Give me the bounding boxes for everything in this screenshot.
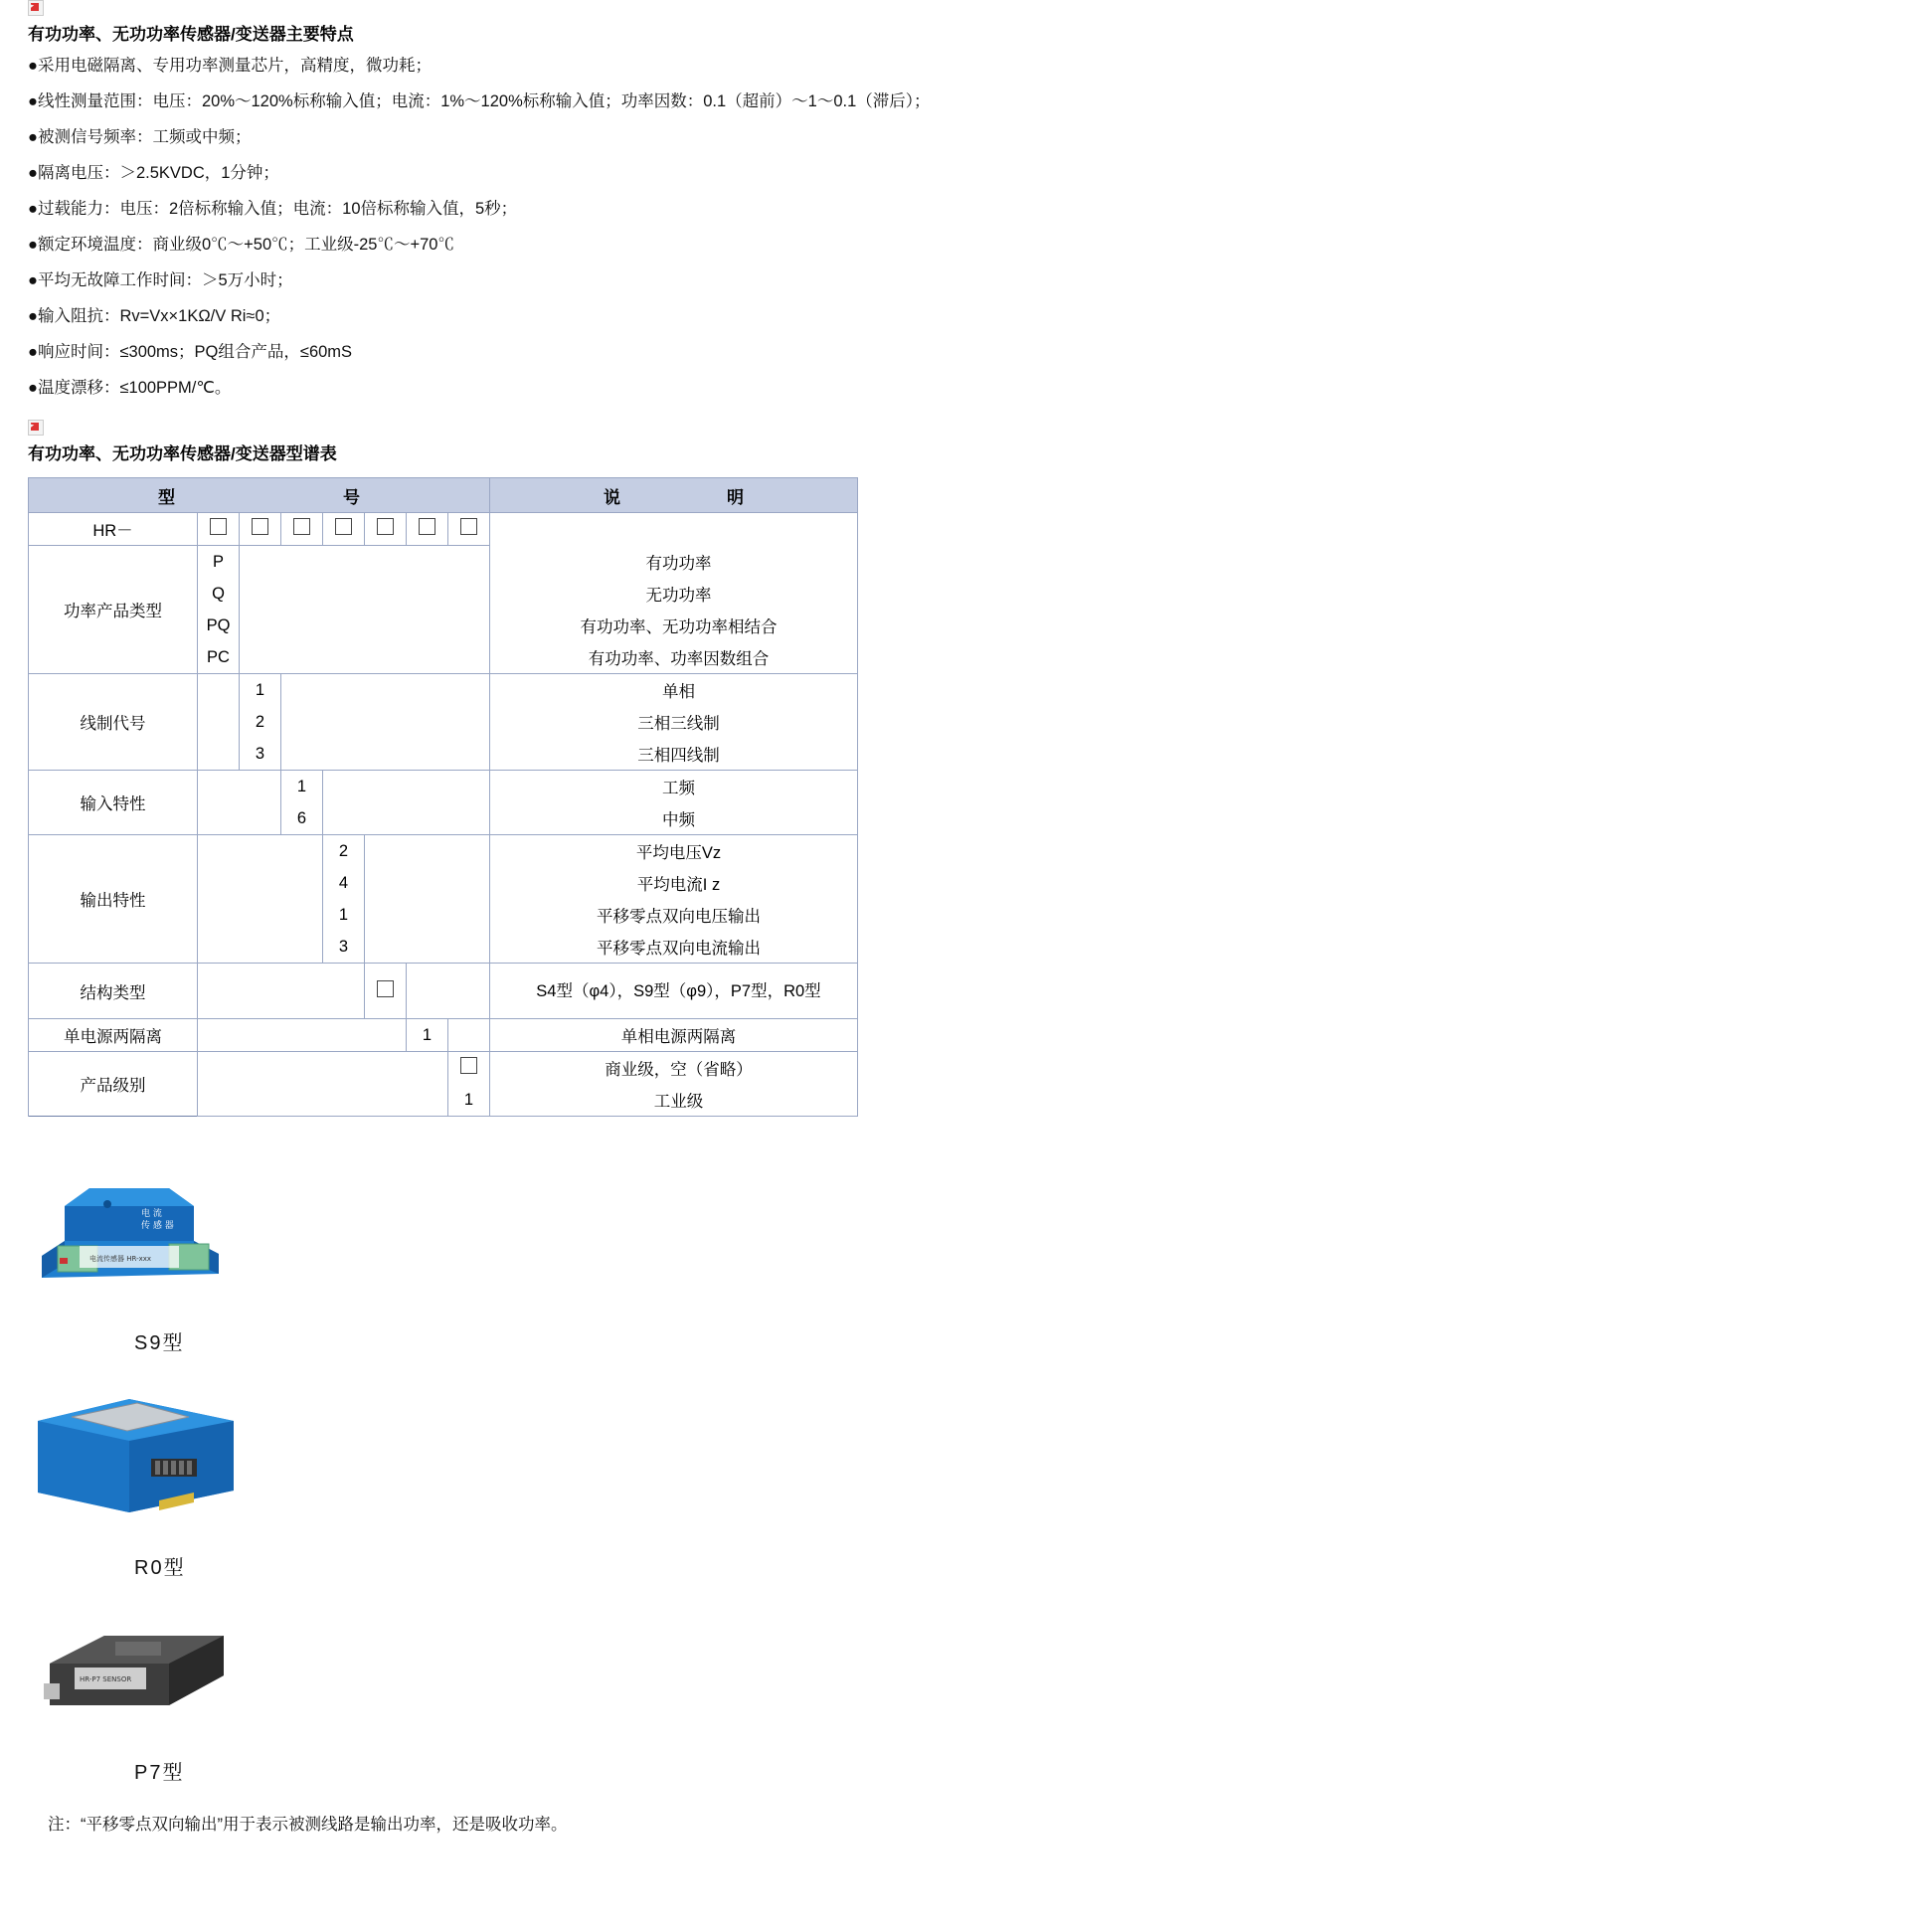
table-header-row (29, 478, 858, 513)
spacer-cell (198, 867, 323, 899)
checkbox-square (252, 518, 268, 535)
code-cell: 4 (323, 867, 365, 899)
code-cell: 1 (448, 1084, 490, 1117)
spacer-cell (198, 674, 240, 707)
code-cell: Q (198, 578, 240, 610)
table-row (29, 771, 858, 803)
table-row (29, 835, 858, 868)
product-gallery (0, 1146, 1909, 1785)
r0-sensor-illustration (20, 1381, 278, 1540)
code-cell: 2 (240, 706, 281, 738)
spacer-cell (365, 867, 490, 899)
table-header-model: 型 号 (29, 478, 490, 513)
desc-cell: 三相三线制 (490, 706, 858, 738)
desc-cell: 平均电流I z (490, 867, 858, 899)
model-spec-table (28, 477, 858, 1117)
code-box-cell (448, 1052, 490, 1085)
spacer-cell (198, 899, 323, 931)
product-p7 (20, 1606, 1909, 1785)
code-cell: 1 (240, 674, 281, 707)
spacer-cell (198, 1052, 448, 1085)
table-row (29, 1019, 858, 1052)
spacer-cell (198, 771, 281, 803)
r0-sensor-photo (20, 1381, 1909, 1545)
spacer-cell (240, 546, 490, 579)
p7-sensor-illustration (20, 1606, 278, 1745)
spacer-cell (365, 931, 490, 964)
code-cell: 3 (323, 931, 365, 964)
svg-text:电流传感器 HR-xxx: 电流传感器 HR-xxx (89, 1255, 152, 1263)
list-item: ●响应时间：≤300ms；PQ组合产品，≤60mS (28, 343, 353, 361)
spacer-cell (448, 1019, 490, 1052)
model-prefix-cell: HR－ (29, 513, 198, 546)
empty-desc-cell (490, 513, 858, 546)
desc-cell: 单相 (490, 674, 858, 707)
code-cell: 3 (240, 738, 281, 771)
desc-cell: 平移零点双向电压输出 (490, 899, 858, 931)
code-cell: 6 (281, 802, 323, 835)
checkbox-square (335, 518, 352, 535)
code-box-cell (407, 513, 448, 546)
list-item: ●过载能力：电压：2倍标称输入值；电流：10倍标称输入值，5秒； (28, 200, 518, 218)
desc-cell: S4型（φ4），S9型（φ9），P7型，R0型 (490, 964, 858, 1019)
list-item: ●平均无故障工作时间：＞5万小时； (28, 271, 293, 289)
desc-cell: 工频 (490, 771, 858, 803)
spacer-cell (240, 610, 490, 641)
product-caption-s9: S9型 (134, 1332, 185, 1354)
list-item: ●温度漂移：≤100PPM/℃。 (28, 379, 232, 397)
desc-cell: 平移零点双向电流输出 (490, 931, 858, 964)
list-item: ●线性测量范围：电压：20%～120%标称输入值；电流：1%～120%标称输入值；功率因数：0.1（超前）～1～0.1（滞后）； (28, 92, 931, 110)
desc-cell: 单相电源两隔离 (490, 1019, 858, 1052)
product-caption-p7: P7型 (134, 1762, 185, 1784)
code-box-cell (240, 513, 281, 546)
checkbox-square (293, 518, 310, 535)
code-cell: PC (198, 641, 240, 674)
code-cell: 1 (323, 899, 365, 931)
desc-cell: 无功功率 (490, 578, 858, 610)
list-item: ●额定环境温度：商业级0℃～+50℃；工业级-25℃～+70℃ (28, 236, 454, 254)
svg-text:传 感 器: 传 感 器 (141, 1221, 174, 1231)
spacer-cell (281, 674, 490, 707)
list-item: ●采用电磁隔离、专用功率测量芯片，高精度，微功耗； (28, 57, 432, 75)
section2-title-row (0, 441, 1909, 467)
code-box-cell (323, 513, 365, 546)
product-r0 (20, 1381, 1909, 1580)
page-title: 有功功率、无功功率传感器/变送器主要特点 (28, 25, 354, 44)
desc-cell: 商业级，空（省略） (490, 1052, 858, 1085)
desc-cell: 有功功率、功率因数组合 (490, 641, 858, 674)
spacer-cell (198, 1084, 448, 1117)
list-item: ●输入阻抗：Rv=Vx×1KΩ/V Ri≈0； (28, 307, 281, 325)
desc-cell: 中频 (490, 802, 858, 835)
list-item: ●被测信号频率：工频或中频； (28, 128, 252, 146)
row-label-power-type: 功率产品类型 (29, 546, 198, 674)
checkbox-square (377, 980, 394, 997)
desc-cell: 平均电压Vz (490, 835, 858, 868)
product-caption-r0: R0型 (134, 1557, 186, 1579)
spacer-cell (240, 641, 490, 674)
desc-cell: 三相四线制 (490, 738, 858, 771)
code-cell: 1 (281, 771, 323, 803)
code-box-cell (365, 964, 407, 1019)
desc-cell: 有功功率 (490, 546, 858, 579)
feature-list (0, 48, 1909, 406)
table-row (29, 674, 858, 707)
row-label-single-supply: 单电源两隔离 (29, 1019, 198, 1052)
checkbox-square (210, 518, 227, 535)
row-label-structure-type: 结构类型 (29, 964, 198, 1019)
desc-cell: 有功功率、无功功率相结合 (490, 610, 858, 641)
code-cell: P (198, 546, 240, 579)
row-label-output-char: 输出特性 (29, 835, 198, 964)
footnote: 注：“平移零点双向输出”用于表示被测线路是输出功率，还是吸收功率。 (48, 1816, 568, 1834)
code-box-cell (198, 513, 240, 546)
spacer-cell (323, 802, 490, 835)
spacer-cell (407, 964, 490, 1019)
s9-sensor-photo (20, 1146, 1909, 1320)
svg-text:电 流: 电 流 (141, 1209, 162, 1219)
row-label-input-char: 输入特性 (29, 771, 198, 835)
section1-title-row (0, 22, 1909, 48)
spacer-cell (198, 964, 365, 1019)
code-cell: 2 (323, 835, 365, 868)
table-row (29, 1052, 858, 1085)
spacer-cell (198, 738, 240, 771)
spacer-cell (198, 931, 323, 964)
table-header-desc: 说 明 (490, 478, 858, 513)
broken-image-icon (28, 0, 44, 16)
spacer-cell (365, 835, 490, 868)
spacer-cell (198, 802, 281, 835)
code-box-cell (281, 513, 323, 546)
spacer-cell (323, 771, 490, 803)
desc-cell: 工业级 (490, 1084, 858, 1117)
section2-icon-row (0, 420, 1909, 438)
spacer-cell (365, 899, 490, 931)
checkbox-square (377, 518, 394, 535)
code-cell: PQ (198, 610, 240, 641)
section-title: 有功功率、无功功率传感器/变送器型谱表 (28, 444, 337, 463)
spacer-cell (240, 578, 490, 610)
row-label-wiring-code: 线制代号 (29, 674, 198, 771)
code-box-cell (365, 513, 407, 546)
checkbox-square (460, 518, 477, 535)
spacer-cell (281, 738, 490, 771)
code-box-cell (448, 513, 490, 546)
checkbox-square (460, 1057, 477, 1074)
table-row (29, 513, 858, 546)
s9-sensor-illustration (20, 1146, 278, 1316)
code-cell: 1 (407, 1019, 448, 1052)
table-row (29, 964, 858, 1019)
spacer-cell (198, 835, 323, 868)
broken-image-icon (28, 420, 44, 436)
section1-icon-row (0, 0, 1909, 18)
table-row (29, 546, 858, 579)
p7-sensor-photo (20, 1606, 1909, 1750)
row-label-product-grade: 产品级别 (29, 1052, 198, 1117)
svg-text:HR-P7 SENSOR: HR-P7 SENSOR (80, 1675, 132, 1683)
spacer-cell (198, 1019, 407, 1052)
spacer-cell (198, 706, 240, 738)
checkbox-square (419, 518, 435, 535)
list-item: ●隔离电压：＞2.5KVDC，1分钟； (28, 164, 279, 182)
spacer-cell (281, 706, 490, 738)
product-s9 (20, 1146, 1909, 1355)
